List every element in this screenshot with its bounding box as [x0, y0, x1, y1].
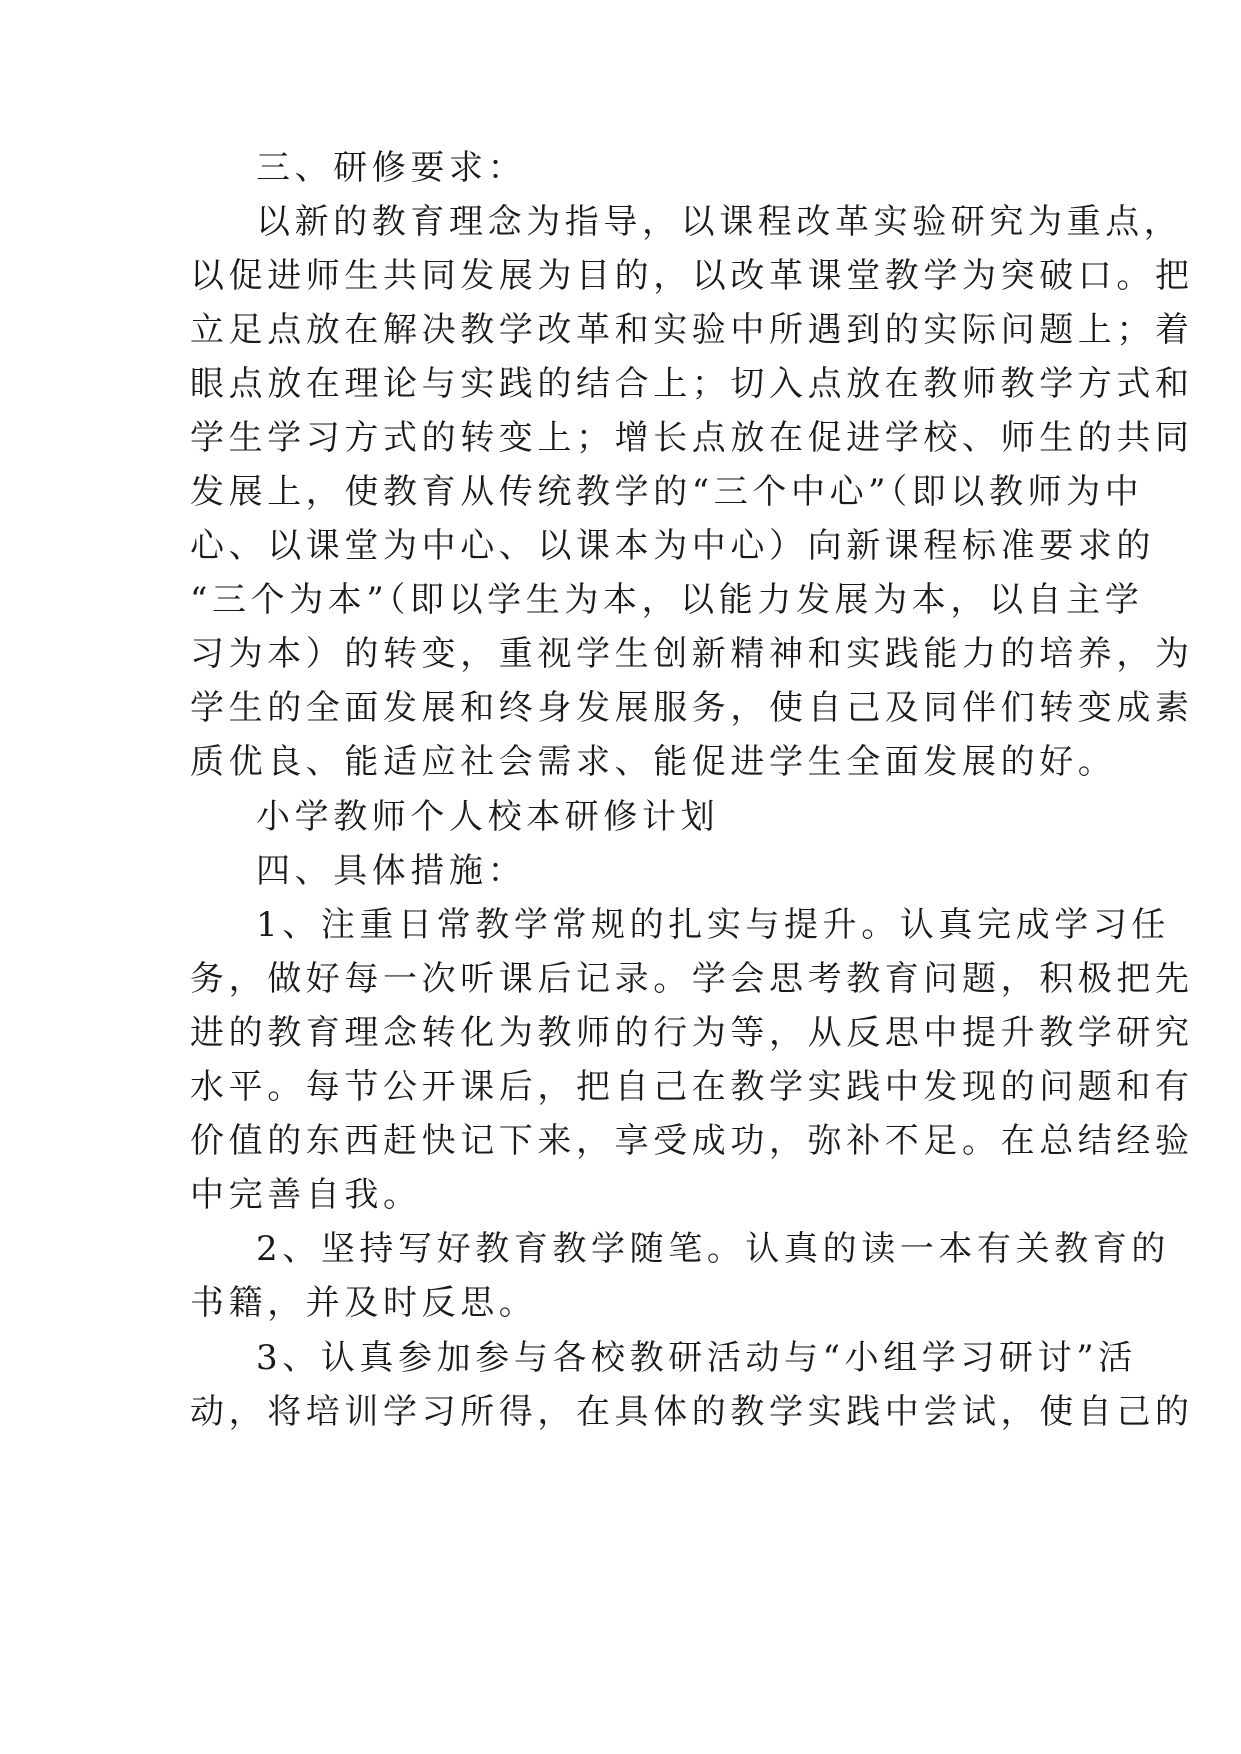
text-line: 以新的教育理念为指导，以课程改革实验研究为重点， [256, 202, 1183, 242]
section-heading-plan-title: 小学教师个人校本研修计划 [256, 797, 720, 837]
section-heading-requirements: 三、研修要求： [256, 148, 527, 188]
text-line: 以促进师生共同发展为目的，以改革课堂教学为突破口。把 [190, 256, 1194, 296]
text-line: 书籍，并及时反思。 [190, 1283, 538, 1323]
text-line: 学生学习方式的转变上；增长点放在促进学校、师生的共同 [190, 418, 1194, 458]
text-line: 习为本）的转变，重视学生创新精神和实践能力的培养，为 [190, 634, 1194, 674]
text-line: 动，将培训学习所得，在具体的教学实践中尝试，使自己的 [190, 1392, 1194, 1432]
text-line: 价值的东西赶快记下来，享受成功，弥补不足。在总结经验 [190, 1121, 1194, 1161]
text-line: 中完善自我。 [190, 1175, 422, 1215]
text-line: 立足点放在解决教学改革和实验中所遇到的实际问题上；着 [190, 310, 1194, 350]
text-line: 质优良、能适应社会需求、能促进学生全面发展的好。 [190, 742, 1117, 782]
text-line: 3、认真参加参与各校教研活动与“小组学习研讨”活 [256, 1338, 1137, 1378]
text-line: 务，做好每一次听课后记录。学会思考教育问题，积极把先 [190, 959, 1194, 999]
text-line: 1、注重日常教学常规的扎实与提升。认真完成学习任 [256, 905, 1171, 945]
section-heading-measures: 四、具体措施： [256, 851, 527, 891]
text-line: “三个为本”（即以学生为本，以能力发展为本，以自主学 [190, 580, 1144, 620]
text-line: 进的教育理念转化为教师的行为等，从反思中提升教学研究 [190, 1013, 1194, 1053]
text-line: 2、坚持写好教育教学随笔。认真的读一本有关教育的 [256, 1229, 1171, 1269]
text-line: 水平。每节公开课后，把自己在教学实践中发现的问题和有 [190, 1067, 1194, 1107]
text-line: 学生的全面发展和终身发展服务，使自己及同伴们转变成素 [190, 688, 1194, 728]
text-line: 发展上，使教育从传统教学的“三个中心”（即以教师为中 [190, 472, 1144, 512]
text-line: 眼点放在理论与实践的结合上；切入点放在教师教学方式和 [190, 364, 1194, 404]
text-line: 心、以课堂为中心、以课本为中心）向新课程标准要求的 [190, 526, 1155, 566]
